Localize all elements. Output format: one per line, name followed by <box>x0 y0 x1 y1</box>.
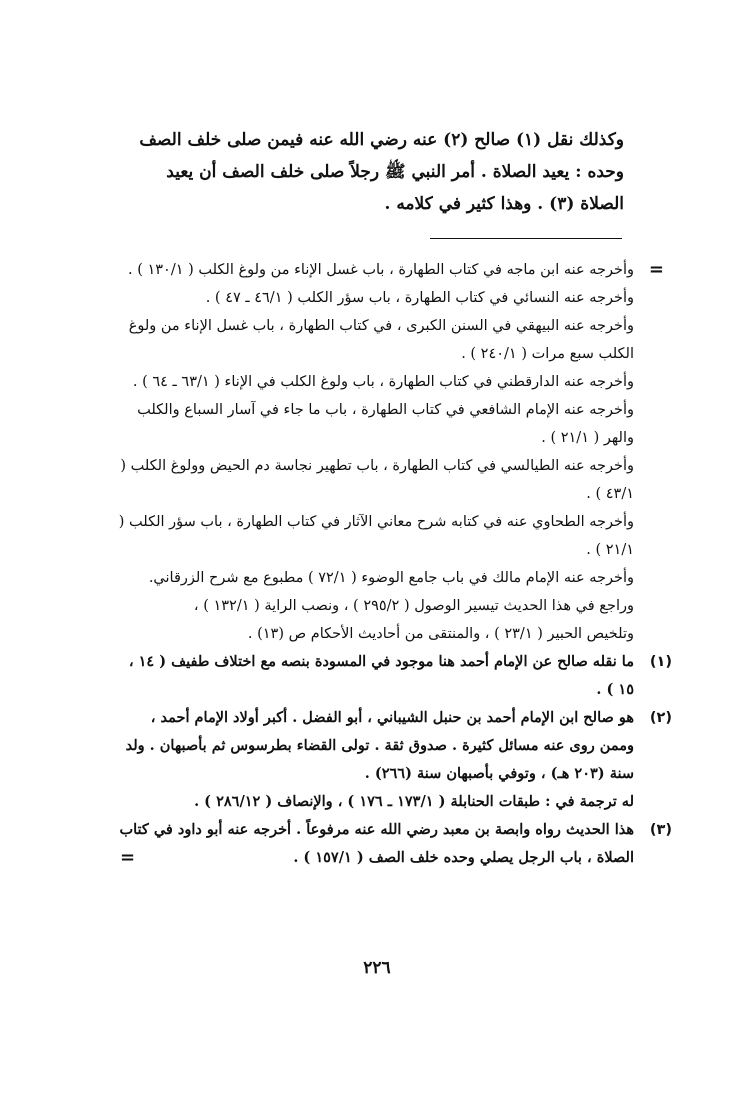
footnote-line: هو صالح ابن الإمام أحمد بن حنبل الشيباني ، أبو الفضل . أكبر أولاد الإمام أحمد ، وممن روى عنه مسائل كثيرة . صدوق ثقة . تولى القضاء بطرسوس ثم بأصبهان . ولد سنة (٢٠٣ هـ) ، وتوفي بأصبهان سنة (٢٦٦) . <box>125 709 634 782</box>
footnote-marker: (٣) <box>649 822 672 838</box>
main-text <box>124 124 624 220</box>
footnote-continuation <box>114 256 664 648</box>
footnote-separator <box>430 238 622 239</box>
footnote-line: وأخرجه عنه البيهقي في السنن الكبرى ، في كتاب الطهارة ، باب غسل الإناء من ولوغ الكلب سبع مرات ( ٢٤٠/١ ) . <box>128 318 634 362</box>
footnote-line: وأخرجه الطحاوي عنه في كتابه شرح معاني الآثار في كتاب الطهارة ، باب سؤر الكلب ( ٢١/١ ) . <box>118 514 634 558</box>
footnote-3 <box>114 816 672 872</box>
continuation-marker: = <box>648 259 664 280</box>
main-text-line-2: وحده : يعيد الصلاة . أمر النبي ﷺ رجلاً صلى خلف الصف أن يعيد <box>166 162 624 182</box>
footnote-line: وأخرجه عنه النسائي في كتاب الطهارة ، باب سؤر الكلب ( ٤٦/١ ـ ٤٧ ) . <box>205 290 634 306</box>
footnote-line: هذا الحديث رواه وابصة بن معبد رضي الله عنه مرفوعاً . أخرجه عنه أبو داود في كتاب الصلاة ، باب الرجل يصلي وحده خلف الصف ( ١٥٧/١ ) . <box>119 821 634 866</box>
footnote-2 <box>114 704 672 816</box>
main-text-line-1: وكذلك نقل (١) صالح (٢) عنه رضي الله عنه فيمن صلى خلف الصف <box>139 130 624 150</box>
footnote-line: وأخرجه عنه ابن ماجه في كتاب الطهارة ، باب غسل الإناء من ولوغ الكلب ( ١٣٠/١ ) . <box>127 262 634 278</box>
footnote-line: وأخرجه عنه الدارقطني في كتاب الطهارة ، باب ولوغ الكلب في الإناء ( ٦٣/١ ـ ٦٤ ) . <box>132 374 634 390</box>
continuation-end-marker: = <box>120 847 136 868</box>
page-number: ٢٢٦ <box>363 958 391 978</box>
main-text-line-3: الصلاة (٣) . وهذا كثير في كلامه . <box>384 194 624 214</box>
footnote-marker: (٢) <box>649 710 672 726</box>
footnote-line: له ترجمة في : طبقات الحنابلة ( ١٧٣/١ ـ ١٧٦ ) ، والإنصاف ( ٢٨٦/١٢ ) . <box>194 793 634 810</box>
footnote-line: ما نقله صالح عن الإمام أحمد هنا موجود في المسودة بنصه مع اختلاف طفيف ( ١٤ ، ١٥ ) . <box>128 653 634 698</box>
footnote-marker: (١) <box>649 654 672 670</box>
footnote-line: وتلخيص الحبير ( ٢٣/١ ) ، والمنتقى من أحاديث الأحكام ص (١٣) . <box>247 626 634 642</box>
footnote-line: وأخرجه عنه الإمام مالك في باب جامع الوضوء ( ٧٢/١ ) مطبوع مع شرح الزرقاني. <box>148 570 634 586</box>
footnotes <box>114 256 672 872</box>
footnote-line: وراجع في هذا الحديث تيسير الوصول ( ٢٩٥/٢ ) ، ونصب الراية ( ١٣٢/١ ) ، <box>193 598 634 614</box>
footnote-1 <box>114 648 672 704</box>
footnote-line: وأخرجه عنه الطيالسي في كتاب الطهارة ، باب تطهير نجاسة دم الحيض وولوغ الكلب ( ٤٣/١ ) . <box>120 458 634 502</box>
footnote-line: وأخرجه عنه الإمام الشافعي في كتاب الطهارة ، باب ما جاء في آسار السباع والكلب والهر ( ٢١/١ ) . <box>137 402 634 446</box>
